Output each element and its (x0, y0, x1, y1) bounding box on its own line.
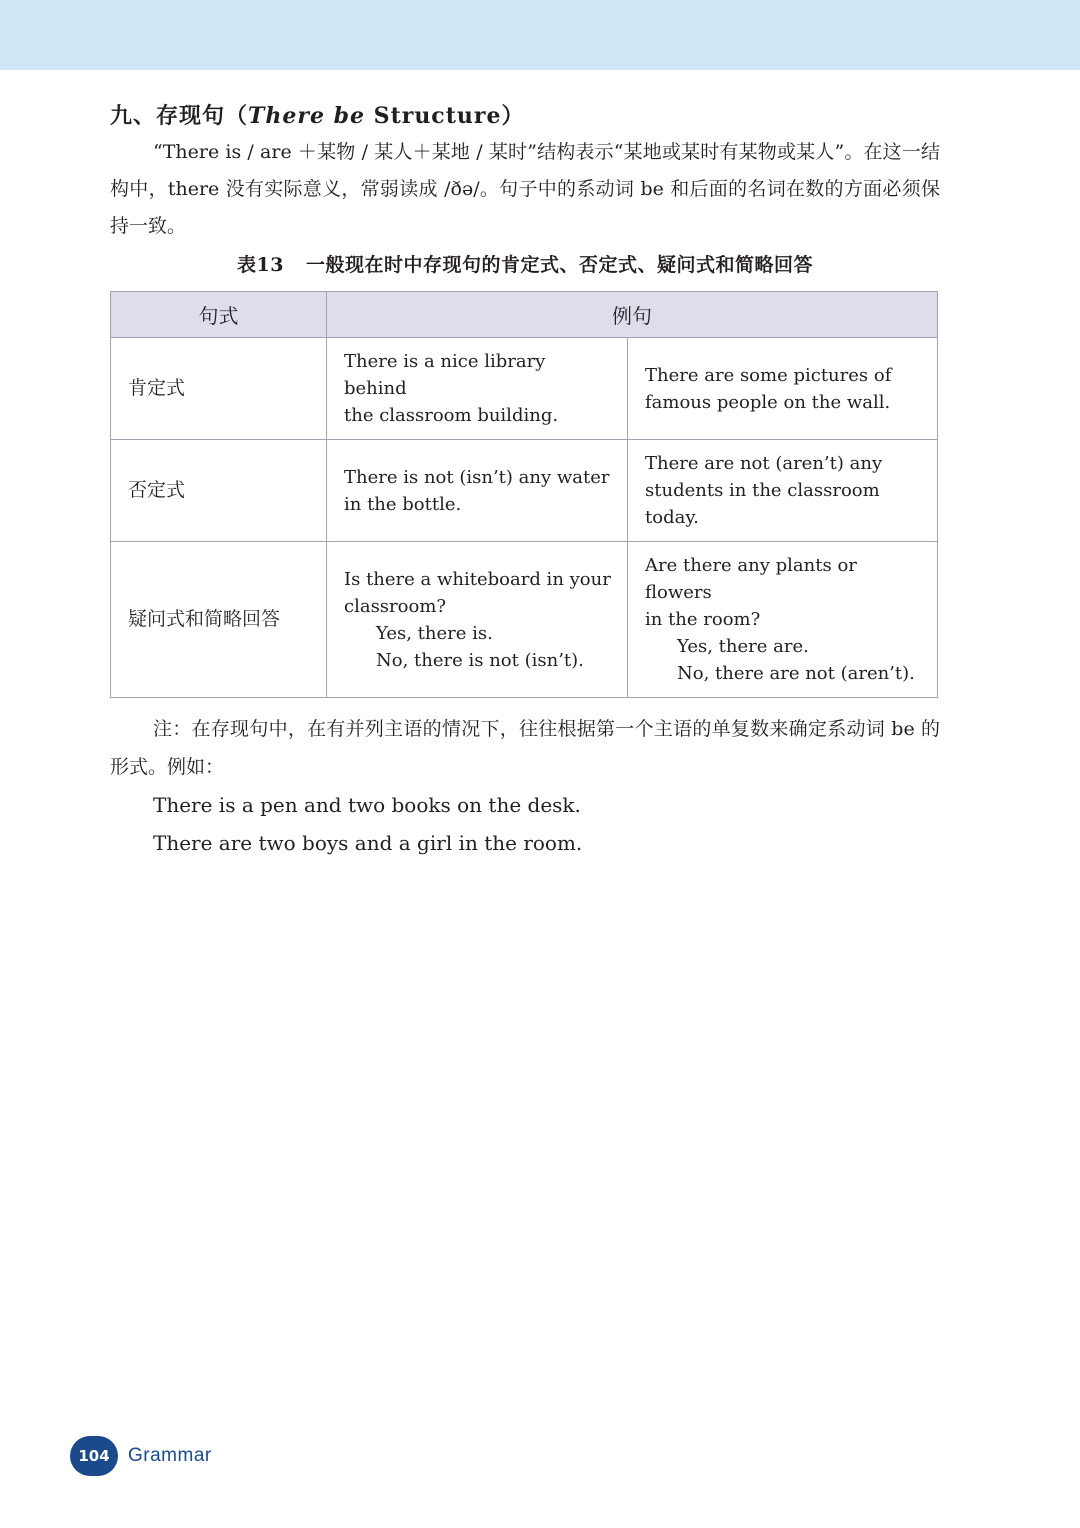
header-sentence-type: 句式 (111, 292, 327, 338)
header-band (0, 0, 1080, 70)
example-line: Are there any plants or flowers (645, 555, 857, 603)
section-title-italic: There be (248, 103, 366, 129)
section-title-close: ） (501, 103, 525, 129)
row-label: 疑问式和简略回答 (111, 542, 327, 698)
example-line: There is a nice library behind (344, 351, 546, 399)
example-cell (327, 440, 628, 542)
header-examples: 例句 (327, 292, 938, 338)
section-title-cn: 九、存现句（ (110, 103, 249, 129)
example-cell (628, 338, 938, 440)
table-number: 表13 (237, 254, 284, 276)
table-caption-text: 一般现在时中存现句的肯定式、否定式、疑问式和简略回答 (305, 254, 813, 276)
example-line: classroom? (344, 595, 447, 617)
example-line: There is not (isn’t) any water (344, 466, 610, 488)
table-row (111, 440, 938, 542)
answer-line: No, there are not (aren’t). (677, 663, 915, 684)
table-header-row (111, 292, 938, 338)
page-content (110, 98, 940, 862)
page-number-badge: 104 (70, 1436, 118, 1476)
example-sentence: There are two boys and a girl in the room. (153, 831, 583, 855)
example-cell (327, 338, 628, 440)
intro-paragraph: “There is / are ＋某物 / 某人＋某地 / 某时”结构表示“某地或某时有某物或某人”。在这一结构中，there 没有实际意义，常弱读成 /ðə/。句子中的系动词 be 和后面的名词在数的方面必须保持一致。 (110, 141, 940, 237)
table-row (111, 338, 938, 440)
answer-line: No, there is not (isn’t). (376, 649, 584, 671)
page-footer (70, 1436, 212, 1476)
example-line: the classroom building. (344, 405, 559, 426)
table-caption (110, 249, 940, 281)
answer-line: Yes, there is. (376, 622, 493, 644)
example-line: students in the classroom today. (645, 480, 880, 528)
example-cell (327, 542, 628, 698)
note-paragraph: 注：在存现句中，在有并列主语的情况下，往往根据第一个主语的单复数来确定系动词 be 的形式。例如： (110, 718, 940, 778)
example-cell (628, 440, 938, 542)
row-label: 否定式 (111, 440, 327, 542)
example-line: famous people on the wall. (645, 391, 891, 413)
answer-line: Yes, there are. (677, 636, 809, 657)
example-sentence: There is a pen and two books on the desk. (153, 793, 581, 817)
grammar-table (110, 291, 938, 698)
section-title (110, 98, 940, 134)
example-line: There are some pictures of (645, 364, 892, 386)
example-line: in the bottle. (344, 493, 462, 515)
example-cell (628, 542, 938, 698)
footer-label: Grammar (128, 1445, 212, 1466)
example-line: There are not (aren’t) any (645, 453, 883, 474)
section-title-en: Structure (365, 103, 502, 129)
table-row (111, 542, 938, 698)
example-line: in the room? (645, 609, 761, 630)
example-line: Is there a whiteboard in your (344, 568, 611, 590)
row-label: 肯定式 (111, 338, 327, 440)
